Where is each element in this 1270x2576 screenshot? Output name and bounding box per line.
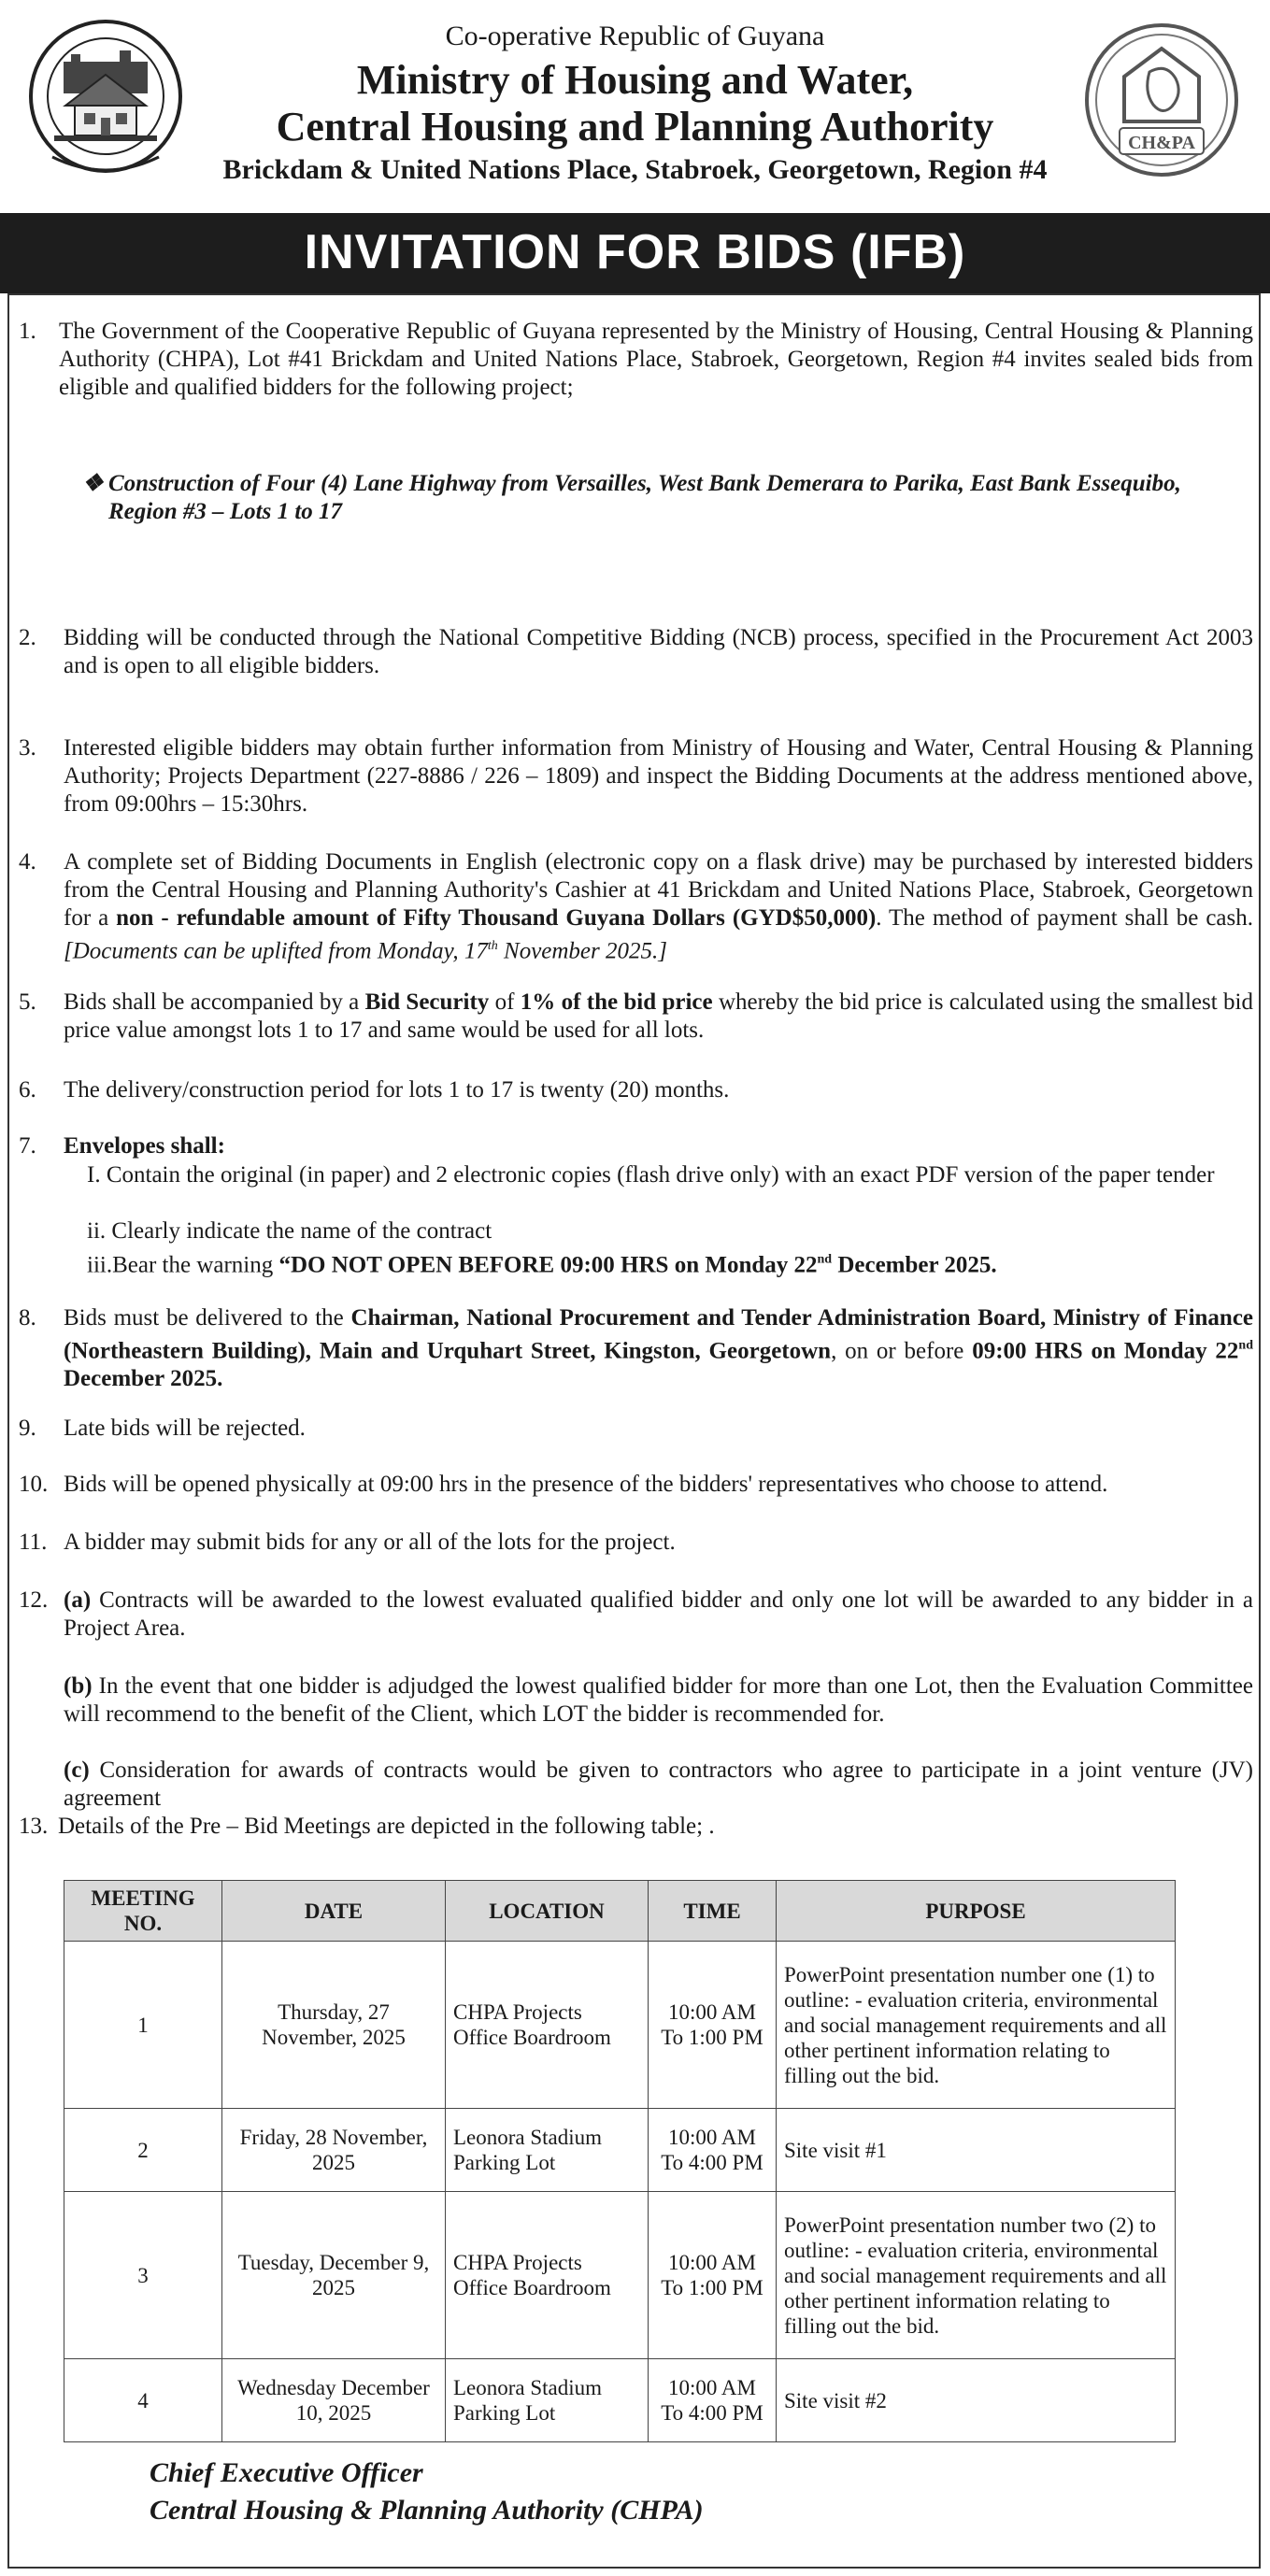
- item-12c-text: Consideration for awards of contracts would be given to contractors who agree to participate in a joint venture (JV) agreement: [64, 1758, 1253, 1811]
- item-12c: [64, 1757, 1253, 1813]
- item-5-text-c: of: [489, 989, 521, 1015]
- item-12a: [64, 1587, 1253, 1643]
- item-number-4: 4.: [19, 849, 36, 875]
- header-purpose: PURPOSE: [777, 1881, 1176, 1942]
- item-7-warning: “DO NOT OPEN BEFORE 09:00 HRS on Monday 22: [278, 1252, 818, 1278]
- item-8-deadline: 09:00 HRS on Monday 22: [972, 1338, 1239, 1364]
- date-cell: Thursday, 27 November, 2025: [222, 1942, 446, 2109]
- item-6: The delivery/construction period for lots 1 to 17 is twenty (20) months.: [64, 1077, 730, 1103]
- banner-title: INVITATION FOR BIDS (IFB): [304, 225, 966, 279]
- item-8-text-a: Bids must be delivered to the: [64, 1305, 351, 1331]
- table-row: [64, 2192, 1176, 2359]
- location-cell: CHPA Projects Office Boardroom: [446, 2192, 649, 2359]
- time-cell: 10:00 AM To 4:00 PM: [649, 2359, 777, 2442]
- item-5-bid-security: Bid Security: [364, 989, 490, 1015]
- item-12a-label: (a): [64, 1587, 92, 1613]
- item-4-text-a: A complete set of Bidding Documents in English (electronic copy on a flask drive) may be purchased by interested bidders from the Central Housing and Planning Authority's Cashier at 41 Brickdam and United Nations Place, Stabroek, Georgetown for a: [64, 849, 1253, 931]
- location-cell: Leonora Stadium Parking Lot: [446, 2109, 649, 2192]
- item-number-12: 12.: [19, 1587, 49, 1613]
- header-location: LOCATION: [446, 1881, 649, 1942]
- item-12c-label: (c): [64, 1758, 90, 1783]
- date-cell: Tuesday, December 9, 2025: [222, 2192, 446, 2359]
- item-8-text-c: , on or before: [831, 1338, 973, 1364]
- meeting-no-cell: 1: [64, 1942, 222, 2109]
- chpa-logo-text: CH&PA: [1128, 133, 1195, 153]
- meeting-no-cell: 4: [64, 2359, 222, 2442]
- item-number-5: 5.: [19, 989, 36, 1015]
- chpa-logo: [1082, 21, 1241, 179]
- item-number-13: 13.: [19, 1814, 49, 1839]
- item-11: A bidder may submit bids for any or all of the lots for the project.: [64, 1530, 676, 1555]
- location-cell: CHPA Projects Office Boardroom: [446, 1942, 649, 2109]
- item-4-sup: th: [487, 939, 498, 953]
- item-3: Interested eligible bidders may obtain further information from Ministry of Housing and Water, Central Housing & Planning Authority; Projects Department (227-8886 / 226 – 1809) and inspect the Bidding Documents at the address mentioned above, from 09:00hrs – 15:30hrs.: [64, 735, 1253, 817]
- item-4-uplift-note: [Documents can be uplifted from Monday, 17: [64, 938, 488, 964]
- item-4-text-c: . The method of payment shall be cash.: [876, 905, 1253, 931]
- header-time: TIME: [649, 1881, 777, 1942]
- item-7-sub-3: [87, 1246, 1253, 1279]
- item-number-11: 11.: [19, 1530, 48, 1555]
- item-8-delivery-address: Chairman, National Procurement and Tender Administration Board, Ministry of Finance (Northeastern Building), Main and Urquhart Street, Kingston, Georgetown: [64, 1305, 1254, 1364]
- date-cell: Friday, 28 November, 2025: [222, 2109, 446, 2192]
- item-8-deadline-sup: nd: [1238, 1339, 1253, 1353]
- item-12b-label: (b): [64, 1673, 93, 1699]
- item-12a-text: Contracts will be awarded to the lowest evaluated qualified bidder and only one lot will be awarded to any bidder in a Project Area.: [64, 1587, 1253, 1641]
- header-meeting-no: MEETING NO.: [64, 1881, 222, 1942]
- time-cell: 10:00 AM To 1:00 PM: [649, 1942, 777, 2109]
- purpose-cell: PowerPoint presentation number two (2) to outline: - evaluation criteria, environmental and social management requirements and all other pertinent information relating to filling out the bid.: [777, 2192, 1176, 2359]
- item-12b: [64, 1672, 1253, 1729]
- item-7-sub-3-text: iii.Bear the warning: [87, 1252, 279, 1278]
- item-12b-text: In the event that one bidder is adjudged the lowest qualified bidder for more than one Lot, then the Evaluation Committee will recommend to the benefit of the Client, which LOT the bidder is recommended for.: [64, 1673, 1253, 1727]
- purpose-cell: PowerPoint presentation number one (1) to outline: - evaluation criteria, environmental and social management requirements and all other pertinent information relating to filling out the bid.: [777, 1942, 1176, 2109]
- table-header-row: [64, 1881, 1176, 1942]
- table-row: [64, 2109, 1176, 2192]
- item-13: Details of the Pre – Bid Meetings are depicted in the following table; .: [58, 1814, 715, 1839]
- item-number-1: 1.: [19, 319, 36, 344]
- item-7-warning-sup: nd: [817, 1253, 833, 1267]
- meeting-no-cell: 3: [64, 2192, 222, 2359]
- signature-title: Chief Executive Officer: [150, 2457, 423, 2488]
- item-8-deadline-date: December 2025.: [64, 1366, 223, 1392]
- item-2: Bidding will be conducted through the National Competitive Bidding (NCB) process, specified in the Procurement Act 2003 and is open to all eligible bidders.: [64, 625, 1253, 678]
- item-9: Late bids will be rejected.: [64, 1416, 306, 1441]
- project-title: [108, 470, 1253, 526]
- item-8: [64, 1304, 1253, 1393]
- item-7-sub-2: ii. Clearly indicate the name of the contract: [87, 1218, 492, 1244]
- header-address: Brickdam & United Nations Place, Stabroek, Georgetown, Region #4: [222, 154, 1048, 185]
- item-number-10: 10.: [19, 1472, 49, 1497]
- header-date: DATE: [222, 1881, 446, 1942]
- project-bullet-icon: ❖: [82, 471, 104, 496]
- table-row: [64, 2359, 1176, 2442]
- item-5-text-a: Bids shall be accompanied by a: [64, 989, 365, 1015]
- header-ministry: Ministry of Housing and Water,: [356, 57, 914, 103]
- item-7-heading: Envelopes shall:: [64, 1133, 225, 1159]
- item-5-text-e: whereby the bid price is calculated using the smallest bid price value amongst lots 1 to 17 and same would be used for all lots.: [64, 989, 1253, 1043]
- item-7-warning-date: December 2025.: [832, 1252, 997, 1278]
- item-1: The Government of the Cooperative Republic of Guyana represented by the Ministry of Housing, Central Housing & Planning Authority (CHPA), Lot #41 Brickdam and United Nations Place, Stabroek, Georgetown, Region #4 invites sealed bids from eligible and qualified bidders for the following project;: [59, 319, 1253, 400]
- meeting-no-cell: 2: [64, 2109, 222, 2192]
- item-number-8: 8.: [19, 1305, 36, 1331]
- signature-authority: Central Housing & Planning Authority (CHPA): [150, 2495, 704, 2526]
- time-cell: 10:00 AM To 1:00 PM: [649, 2192, 777, 2359]
- pre-bid-meetings-table: [64, 1880, 1176, 2442]
- time-cell: 10:00 AM To 4:00 PM: [649, 2109, 777, 2192]
- item-7-sub-1: I. Contain the original (in paper) and 2 electronic copies (flash drive only) with an exact PDF version of the paper tender: [87, 1162, 1215, 1188]
- header-country: Co-operative Republic of Guyana: [445, 21, 825, 51]
- item-5: [64, 989, 1253, 1045]
- item-number-7: 7.: [19, 1133, 36, 1159]
- item-number-3: 3.: [19, 735, 36, 761]
- item-number-6: 6.: [19, 1077, 36, 1103]
- purpose-cell: Site visit #2: [777, 2359, 1176, 2442]
- item-10: Bids will be opened physically at 09:00 hrs in the presence of the bidders' representatives who choose to attend.: [64, 1472, 1108, 1497]
- purpose-cell: Site visit #1: [777, 2109, 1176, 2192]
- location-cell: Leonora Stadium Parking Lot: [446, 2359, 649, 2442]
- item-4-fee: non - refundable amount of Fifty Thousand Guyana Dollars (GYD$50,000): [116, 905, 877, 931]
- title-banner: [0, 213, 1270, 293]
- item-5-percent: 1% of the bid price: [520, 989, 713, 1015]
- item-4-uplift-date: November 2025.]: [497, 938, 667, 964]
- header: [0, 0, 1270, 215]
- project-title-text: Construction of Four (4) Lane Highway from Versailles, West Bank Demerara to Parika, East Bank Essequibo, Region #3 – Lots 1 to 17: [108, 471, 1181, 524]
- item-number-2: 2.: [19, 625, 36, 650]
- date-cell: Wednesday December 10, 2025: [222, 2359, 446, 2442]
- item-4: [64, 848, 1253, 965]
- header-authority: Central Housing and Planning Authority: [276, 104, 994, 149]
- table-row: [64, 1942, 1176, 2109]
- item-number-9: 9.: [19, 1416, 36, 1441]
